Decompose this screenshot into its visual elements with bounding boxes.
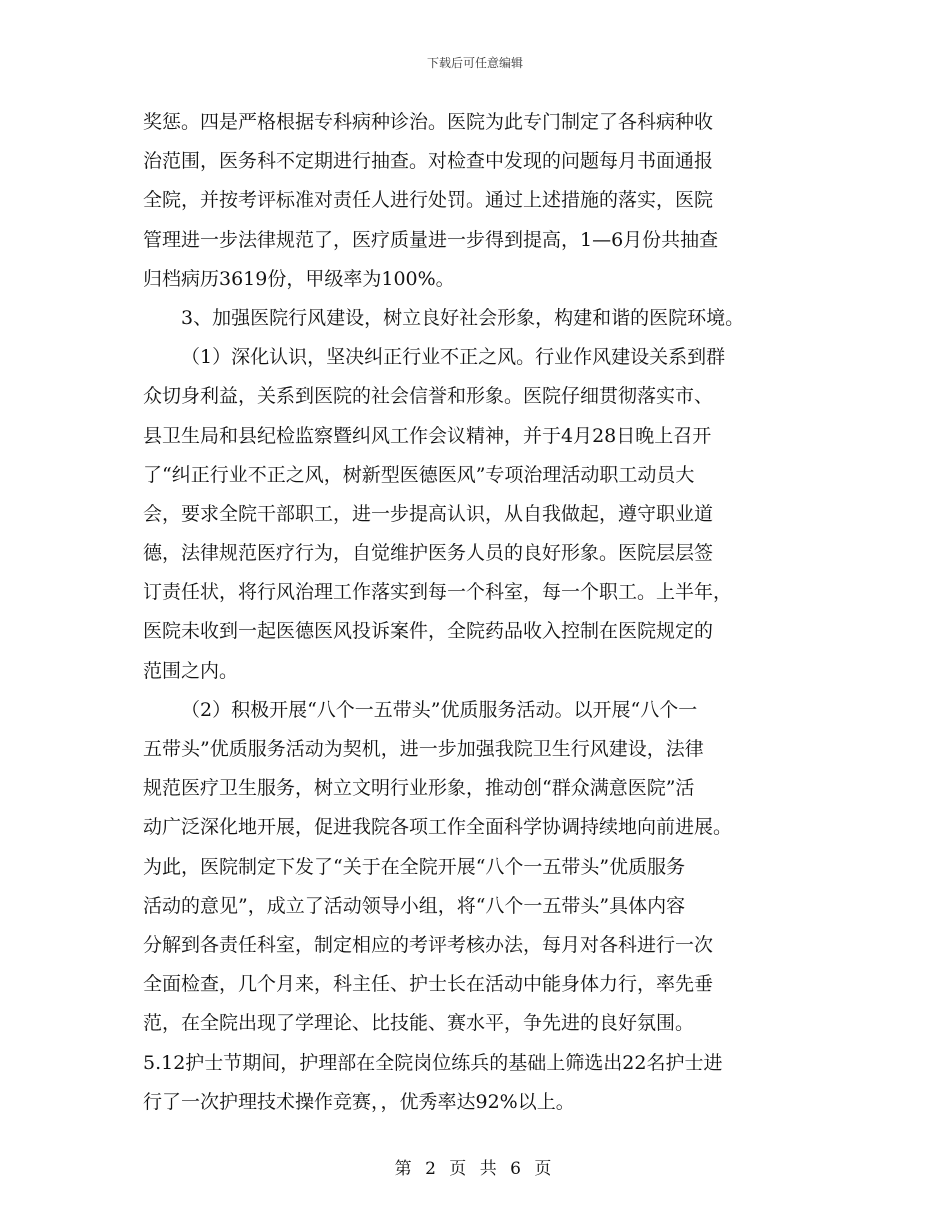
body-line: （2）积极开展“八个一五带头”优质服务活动。以开展“八个一: [181, 698, 698, 721]
body-line: 规范医疗卫生服务，树立文明行业形象，推动创“群众满意医院”活: [143, 777, 695, 800]
body-line: 5.12护士节期间，护理部在全院岗位练兵的基础上筛选出22名护士进: [143, 1051, 723, 1074]
body-line: （1）深化认识，坚决纠正行业不正之风。行业作风建设关系到群: [181, 346, 726, 369]
body-line: 范，在全院出现了学理论、比技能、赛水平，争先进的良好氛围。: [143, 1012, 695, 1035]
body-line: 订责任状，将行风治理工作落实到每一个科室，每一个职工。上半年，: [143, 581, 733, 604]
page-header: 下载后可任意编辑: [426, 56, 523, 70]
body-line: 全面检查，几个月来，科主任、护士长在活动中能身体力行，率先垂: [143, 973, 714, 996]
body-line: 会，要求全院干部职工，进一步提高认识，从自我做起，遵守职业道: [143, 502, 714, 525]
body-line: 范围之内。: [143, 659, 239, 682]
body-line: 医院未收到一起医德医风投诉案件，全院药品收入控制在医院规定的: [143, 620, 714, 643]
body-line: 治范围，医务科不定期进行抽查。对检查中发现的问题每月书面通报: [143, 150, 714, 173]
body-line: 众切身利益，关系到医院的社会信誉和形象。医院仔细贯彻落实市、: [143, 385, 714, 408]
body-line: 活动的意见”，成立了活动领导小组，将“八个一五带头”具体内容: [143, 894, 686, 917]
body-line: 奖惩。四是严格根据专科病种诊治。医院为此专门制定了各科病种收: [143, 111, 714, 133]
body-line: 了“纠正行业不正之风，树新型医德医风”专项治理活动职工动员大: [143, 463, 695, 486]
body-line: 县卫生局和县纪检监察暨纠风工作会议精神，并于4月28日晚上召开: [143, 424, 712, 447]
body-line: 动广泛深化地开展，促进我院各项工作全面科学协调持续地向前进展。: [143, 816, 733, 839]
body-line: 分解到各责任科室，制定相应的考评考核办法，每月对各科进行一次: [143, 933, 714, 956]
page-footer: 第 2 页 共 6 页: [394, 1159, 556, 1179]
body-line: 管理进一步法律规范了，医疗质量进一步得到提高，1—6月份共抽查: [143, 228, 719, 251]
body-line: 德，法律规范医疗行为，自觉维护医务人员的良好形象。医院层层签: [143, 542, 714, 565]
body-line: 五带头”优质服务活动为契机，进一步加强我院卫生行风建设，法律: [143, 738, 704, 760]
body-line: 归档病历3619份，甲级率为100%。: [143, 267, 455, 290]
body-line: 3、加强医院行风建设，树立良好社会形象，构建和谐的医院环境。: [181, 306, 745, 329]
body-line: 行了一次护理技术操作竞赛，，优秀率达92%以上。: [143, 1090, 575, 1113]
document-body: [143, 103, 833, 1122]
body-line: 为此，医院制定下发了“关于在全院开展“八个一五带头”优质服务: [143, 855, 686, 878]
body-line: 全院，并按考评标准对责任人进行处罚。通过上述措施的落实，医院: [143, 189, 714, 212]
